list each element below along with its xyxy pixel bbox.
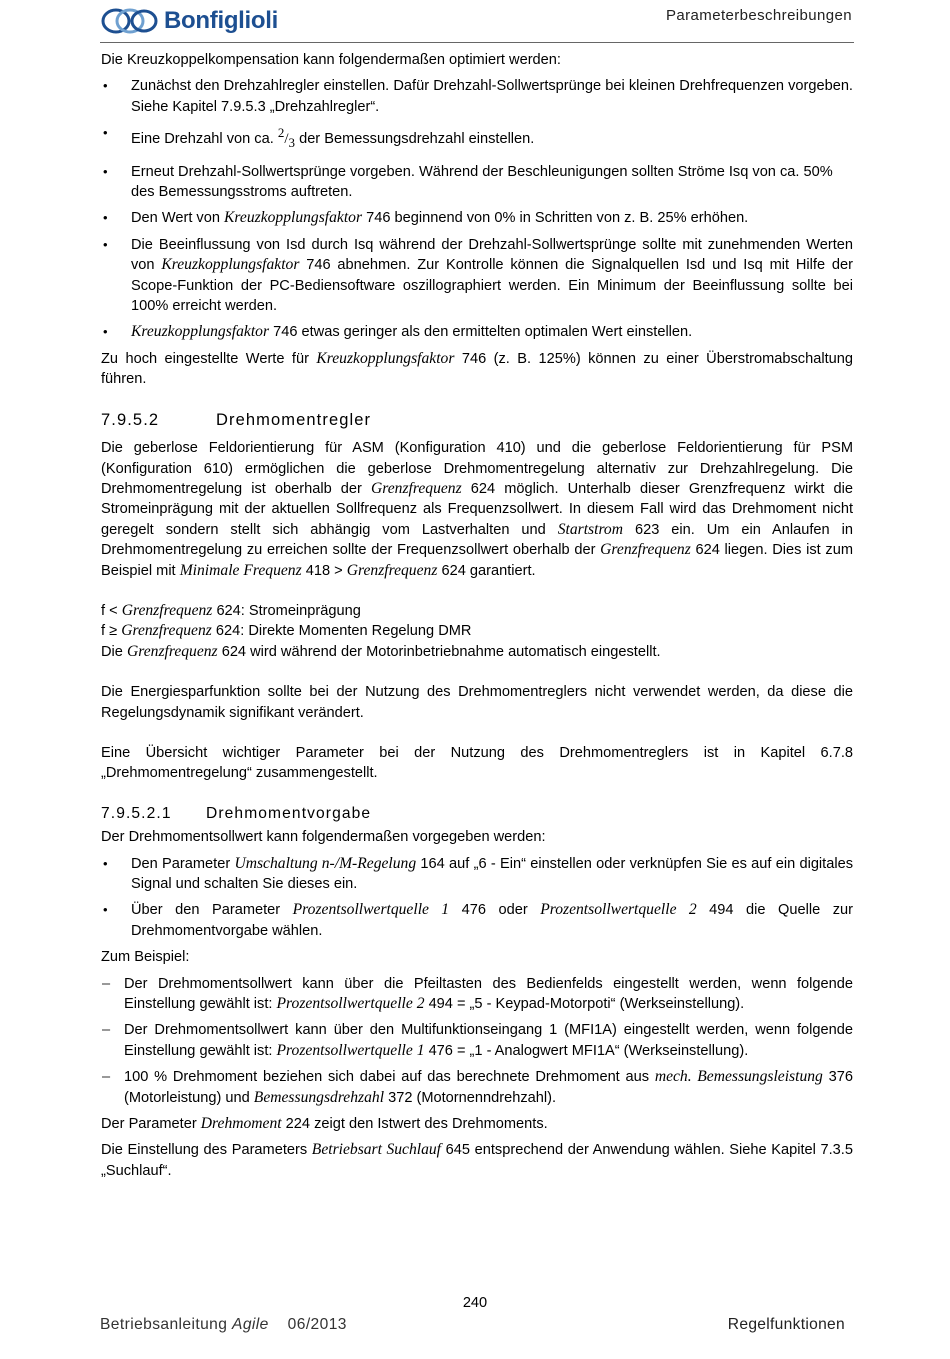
list-item: • Die Beeinflussung von Isd durch Isq während der Drehzahl-Sollwertsprünge sollte mit zunehmenden Werten von Kreuzkopplungsfaktor 746 abnehmen. Zur Kontrolle können die Signalquellen Isd und Isq mit Hilfe der Scope-Funktion der PC-Bediensoftware oszillographiert werden. Ein Minimum der Beeinflussung sollte bei 100% erreicht werden. bbox=[101, 235, 853, 317]
list-item: • Kreuzkopplungsfaktor 746 etwas geringer als den ermittelten optimalen Wert einstellen. bbox=[101, 322, 853, 342]
condition-line: f < Grenzfrequenz 624: Stromeinprägung bbox=[101, 601, 361, 619]
fraction: $^2/_3$ bbox=[277, 125, 296, 151]
list-item: • Über den Parameter Prozentsollwertquelle 1 476 oder Prozentsollwertquelle 2 494 die Quelle zur Drehmomentvorgabe wählen. bbox=[101, 900, 853, 941]
paragraph: Zum Beispiel: bbox=[101, 949, 190, 966]
paragraph: Die geberlose Feldorientierung für ASM (Konfiguration 410) und die geberlose Feldorientierung für PSM (Konfiguration 610) ermöglichen die geberlose Drehmomentregelung alternativ zur Drehzahlregelung. Die Drehmomentregelung ist oberhalb der Grenzfrequenz 624 möglich. Unterhalb dieser Grenzfrequenz wirkt die Stromeinprägung mit der aktuellen Sollfrequenz als Frequenzsollwert. In diesem Fall wird das Drehmoment nicht geregelt sondern stellt sich abhängig vom Lastverhalten und Startstrom 623 ein. Um ein Anlaufen in Drehmomentregelung zu erreichen sollte der Frequenzsollwert oberhalb der Grenzfrequenz 624 liegen. Dies ist zum Beispiel mit Minimale Frequenz 418 > Grenzfrequenz 624 garantiert. bbox=[101, 440, 853, 579]
warning-text: Zu hoch eingestellte Werte für Kreuzkopplungsfaktor 746 (z. B. 125%) können zu einer Überstromabschaltung führen. bbox=[101, 349, 853, 388]
list-item: – Der Drehmomentsollwert kann über den Multifunktionseingang 1 (MFI1A) eingestellt werden, wenn folgende Einstellung gewählt ist: Prozentsollwertquelle 1 476 = „1 - Analogwert MFI1A“ (Werkseinstellung). bbox=[101, 1020, 853, 1061]
list-item: – Der Drehmomentsollwert kann über die Pfeiltasten des Bedienfelds eingestellt werden, wenn folgende Einstellung gewählt ist: Prozentsollwertquelle 2 494 = „5 - Keypad-Motorpoti“ (Werkseinstellung). bbox=[101, 974, 853, 1015]
product-name: Agile bbox=[232, 1316, 269, 1333]
footer-date: 06/2013 bbox=[287, 1316, 347, 1333]
page-body bbox=[101, 50, 853, 1181]
paragraph: Die Grenzfrequenz 624 wird während der Motorinbetriebnahme automatisch eingestellt. bbox=[101, 642, 661, 660]
brand-name: Bonfiglioli bbox=[164, 7, 279, 34]
section-heading: 7.9.5.2 Drehmomentregler bbox=[101, 410, 372, 429]
condition-line: f ≥ Grenzfrequenz 624: Direkte Momenten Regelung DMR bbox=[101, 622, 472, 640]
list-item: • Erneut Drehzahl-Sollwertsprünge vorgeben. Während der Beschleunigungen sollten Ströme Isq von ca. 50% des Bemessungsstroms auftreten. bbox=[101, 162, 853, 203]
page-header bbox=[100, 0, 854, 43]
list-item: – 100 % Drehmoment beziehen sich dabei auf das berechnete Drehmoment aus mech. Bemessungsleistung 376 (Motorleistung) und Bemessungsdrehzahl 372 (Motornenndrehzahl). bbox=[101, 1067, 853, 1108]
intro-text: Die Kreuzkoppelkompensation kann folgendermaßen optimiert werden: bbox=[101, 52, 561, 68]
param-name: Kreuzkopplungsfaktor bbox=[224, 209, 363, 227]
list-item: • Zunächst den Drehzahlregler einstellen. Dafür Drehzahl-Sollwertsprünge bei kleinen Drehfrequenzen vorgeben. Siehe Kapitel 7.9.5.3 „Drehzahlregler“. bbox=[101, 76, 853, 117]
footer-chapter: Regelfunktionen bbox=[727, 1316, 845, 1333]
section-title: Parameterbeschreibungen bbox=[666, 7, 852, 24]
footer-manual: Betriebsanleitung Agile 06/2013 bbox=[100, 1316, 347, 1333]
bonfiglioli-logo bbox=[100, 4, 278, 38]
param-name: Kreuzkopplungsfaktor bbox=[161, 256, 300, 274]
logo-mark-icon bbox=[100, 6, 158, 36]
torque-setpoint-options bbox=[101, 854, 853, 942]
paragraph: Eine Übersicht wichtiger Parameter bei der Nutzung des Drehmomentreglers ist in Kapitel 6.7.8 „Drehmomentregelung“ zusammengestellt. bbox=[101, 744, 853, 782]
optimization-steps bbox=[101, 76, 853, 342]
subsection-heading: 7.9.5.2.1 Drehmomentvorgabe bbox=[101, 804, 372, 822]
paragraph: Die Einstellung des Parameters Betriebsart Suchlauf 645 entsprechend der Anwendung wählen. Siehe Kapitel 7.3.5 „Suchlauf“. bbox=[101, 1141, 853, 1179]
param-name: Kreuzkopplungsfaktor bbox=[131, 323, 270, 341]
paragraph: Die Energiesparfunktion sollte bei der Nutzung des Drehmomentreglers nicht verwendet werden, da diese die Regelungsdynamik signifikant verändert. bbox=[101, 684, 853, 721]
list-item: • Eine Drehzahl von ca. $^2/_3$ der Bemessungsdrehzahl einstellen. bbox=[101, 123, 853, 153]
paragraph: Der Drehmomentsollwert kann folgendermaßen vorgegeben werden: bbox=[101, 829, 546, 846]
list-item: • Den Wert von Kreuzkopplungsfaktor 746 beginnend von 0% in Schritten von z. B. 25% erhöhen. bbox=[101, 208, 853, 228]
list-item: • Den Parameter Umschaltung n-/M-Regelung 164 auf „6 - Ein“ einstellen oder verknüpfen Sie es auf ein digitales Signal und schalten Sie dieses ein. bbox=[101, 854, 853, 895]
paragraph: Der Parameter Drehmoment 224 zeigt den Istwert des Drehmoments. bbox=[101, 1115, 548, 1133]
page-number: 240 bbox=[462, 1295, 488, 1311]
example-list bbox=[101, 974, 853, 1108]
